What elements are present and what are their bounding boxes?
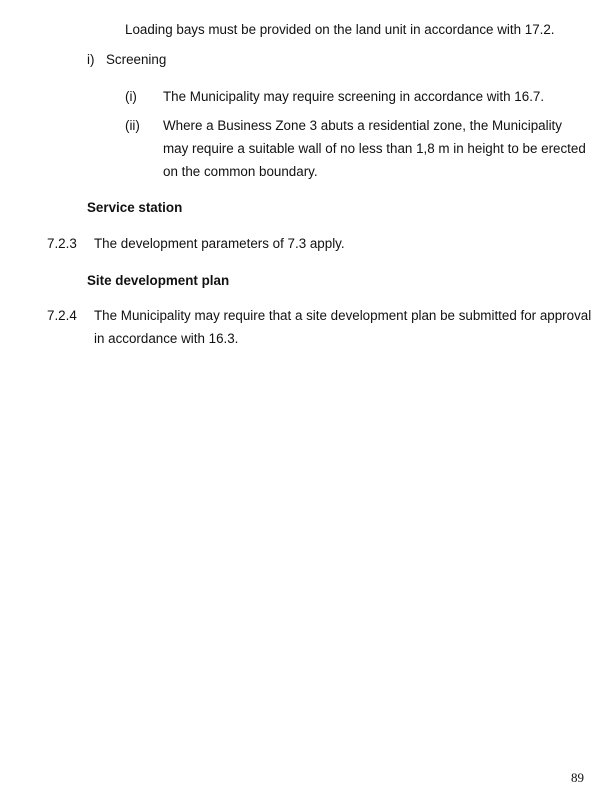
screening-item-1-text: The Municipality may require screening in accordance with 16.7. xyxy=(163,89,545,104)
screening-item-1-marker: (i) xyxy=(125,89,137,104)
screening-heading: Screening xyxy=(106,52,167,67)
clause-7-2-3-text: The development parameters of 7.3 apply. xyxy=(94,236,345,251)
screening-item-2-line-1: Where a Business Zone 3 abuts a residential zone, the Municipality xyxy=(163,118,562,133)
site-development-plan-heading: Site development plan xyxy=(87,273,230,288)
clause-7-2-4-number: 7.2.4 xyxy=(47,308,77,323)
loading-bays-text: Loading bays must be provided on the land unit in accordance with 17.2. xyxy=(125,22,555,37)
clause-7-2-4-line-1: The Municipality may require that a site development plan be submitted for approval xyxy=(94,308,592,323)
screening-item-2-line-3: on the common boundary. xyxy=(163,164,318,179)
screening-item-2-marker: (ii) xyxy=(125,118,140,133)
screening-marker: i) xyxy=(87,52,95,67)
clause-7-2-3-number: 7.2.3 xyxy=(47,236,77,251)
page-number: 89 xyxy=(571,770,584,785)
service-station-heading: Service station xyxy=(87,200,183,215)
screening-item-2-line-2: may require a suitable wall of no less than 1,8 m in height to be erected xyxy=(163,141,586,156)
clause-7-2-4-line-2: in accordance with 16.3. xyxy=(94,331,239,346)
